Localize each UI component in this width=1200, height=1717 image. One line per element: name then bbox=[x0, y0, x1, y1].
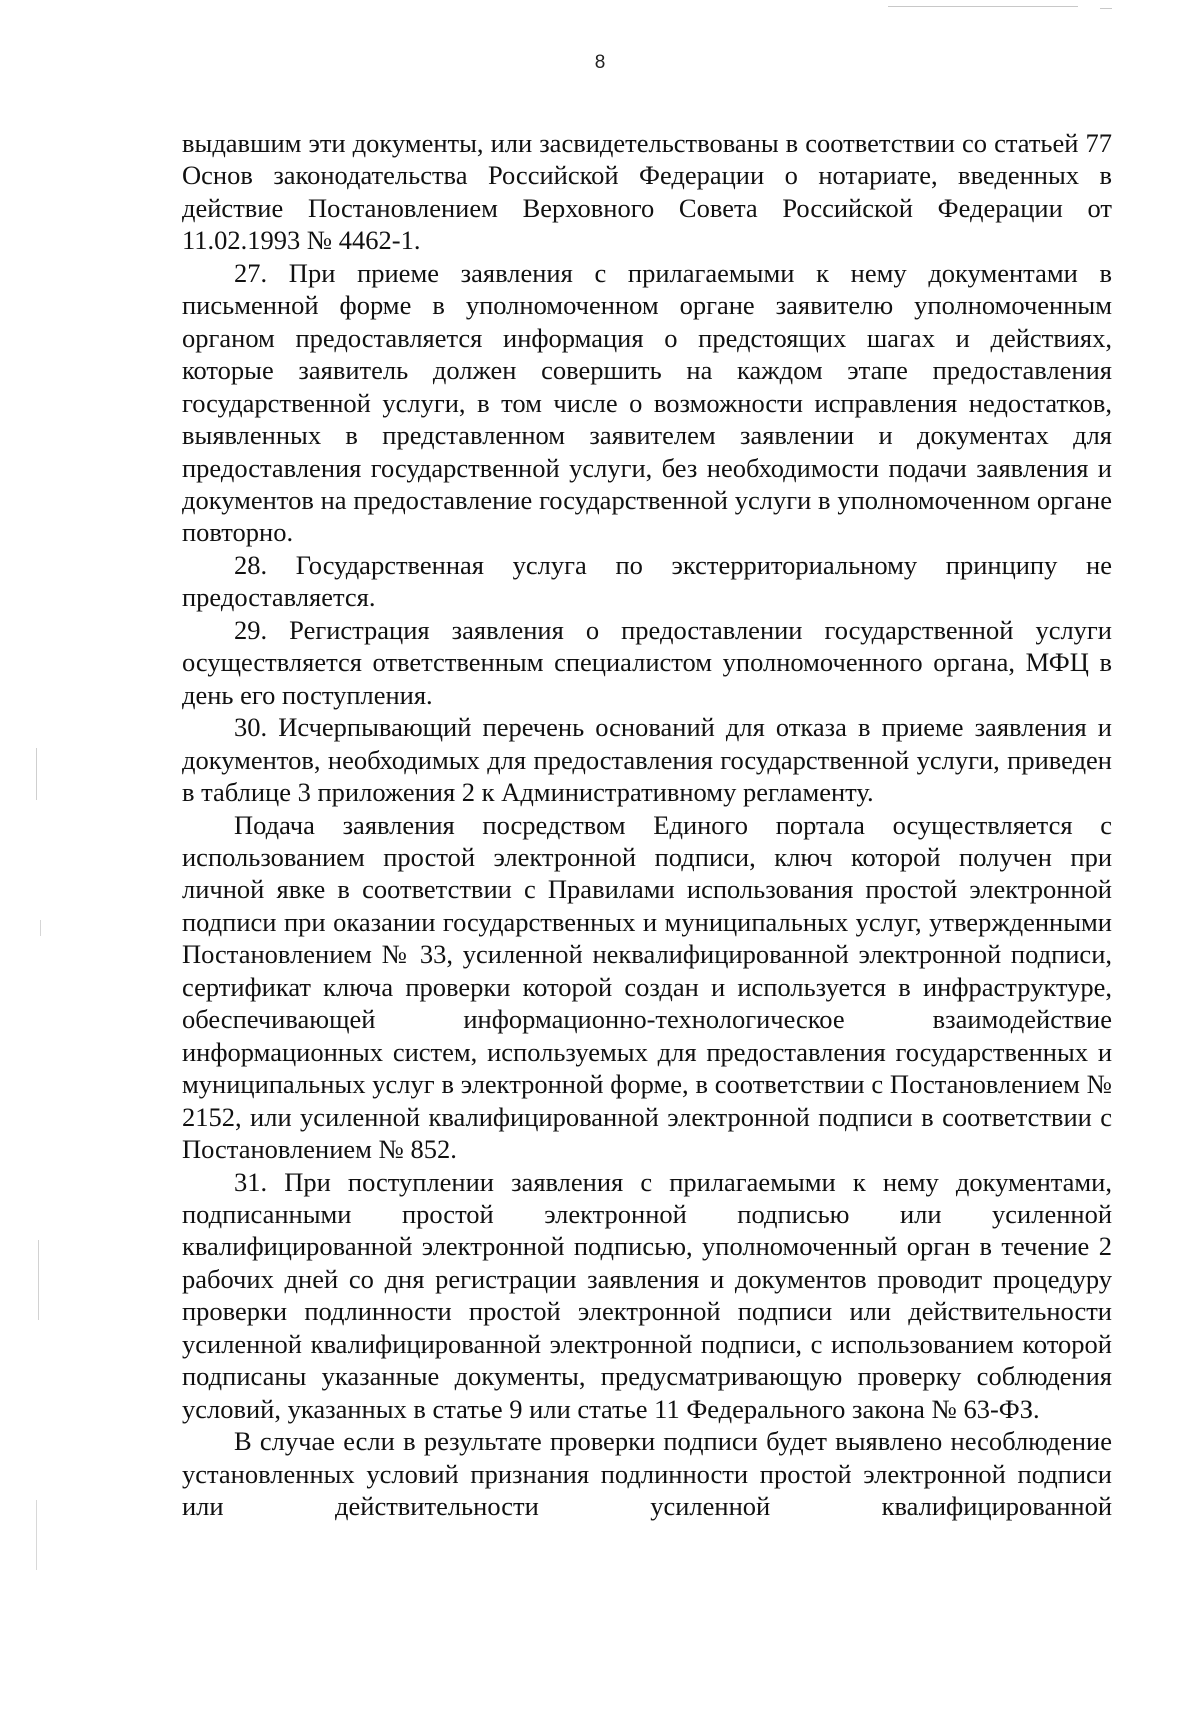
scan-artifact-line bbox=[1100, 8, 1112, 9]
scan-artifact-line bbox=[36, 748, 37, 800]
paragraph-item-27: 27. При приеме заявления с прилагаемыми к нему документами в письменной форме в уполномоченном органе заявителю уполномоченным органом предоставляется информация о предстоящих шагах и действиях, которые заявитель должен совершить на каждом этапе предоставления государственной услуги, в том числе о возможности исправления недостатков, выявленных в представленном заявителем заявлении и документах для предоставления государственной услуги, без необходимости подачи заявления и документов на предоставление государственной услуги в уполномоченном органе повторно. bbox=[182, 257, 1112, 548]
scan-artifact-line bbox=[36, 1500, 37, 1570]
scan-artifact-line bbox=[40, 920, 41, 936]
document-body bbox=[182, 127, 1112, 1522]
paragraph-item-31: 31. При поступлении заявления с прилагаемыми к нему документами, подписанными простой электронной подписью или усиленной квалифицированной электронной подписью, уполномоченный орган в течение 2 рабочих дней со дня регистрации заявления и документов проводит процедуру проверки подлинности простой электронной подписи или действительности усиленной квалифицированной электронной подписи, с использованием которой подписаны указанные документы, предусматривающую проверку соблюдения условий, указанных в статье 9 или статье 11 Федерального закона № 63-ФЗ. bbox=[182, 1166, 1112, 1424]
paragraph-item-29: 29. Регистрация заявления о предоставлении государственной услуги осуществляется ответственным специалистом уполномоченного органа, МФЦ в день его поступления. bbox=[182, 614, 1112, 710]
paragraph-continuation: выдавшим эти документы, или засвидетельствованы в соответствии со статьей 77 Основ законодательства Российской Федерации о нотариате, введенных в действие Постановлением Верховного Совета Российской Федерации от 11.02.1993 № 4462-1. bbox=[182, 128, 1112, 256]
page-number: 8 bbox=[594, 52, 606, 73]
paragraph-verification-result: В случае если в результате проверки подписи будет выявлено несоблюдение установленных условий признания подлинности простой электронной подписи или действительности усиленной квалифицированной bbox=[182, 1426, 1112, 1522]
scan-artifact-line bbox=[888, 6, 1078, 7]
paragraph-item-30: 30. Исчерпывающий перечень оснований для отказа в приеме заявления и документов, необходимых для предоставления государственной услуги, приведен в таблице 3 приложения 2 к Административному регламенту. bbox=[182, 712, 1112, 808]
paragraph-item-28: 28. Государственная услуга по экстерриториальному принципу не предоставляется. bbox=[182, 549, 1112, 613]
paragraph-signature-submission: Подача заявления посредством Единого портала осуществляется с использованием простой электронной подписи, ключ которой получен при личной явке в соответствии с Правилами использования простой электронной подписи при оказании государственных и муниципальных услуг, утвержденными Постановлением № 33, усиленной неквалифицированной электронной подписи, сертификат ключа проверки которой создан и используется в инфраструктуре, обеспечивающей информационно-технологическое взаимодействие информационных систем, используемых для предоставления государственных и муниципальных услуг в электронной форме, в соответствии с Постановлением № 2152, или усиленной квалифицированной электронной подписи в соответствии с Постановлением № 852. bbox=[182, 809, 1112, 1165]
scan-artifact-line bbox=[38, 1240, 39, 1320]
